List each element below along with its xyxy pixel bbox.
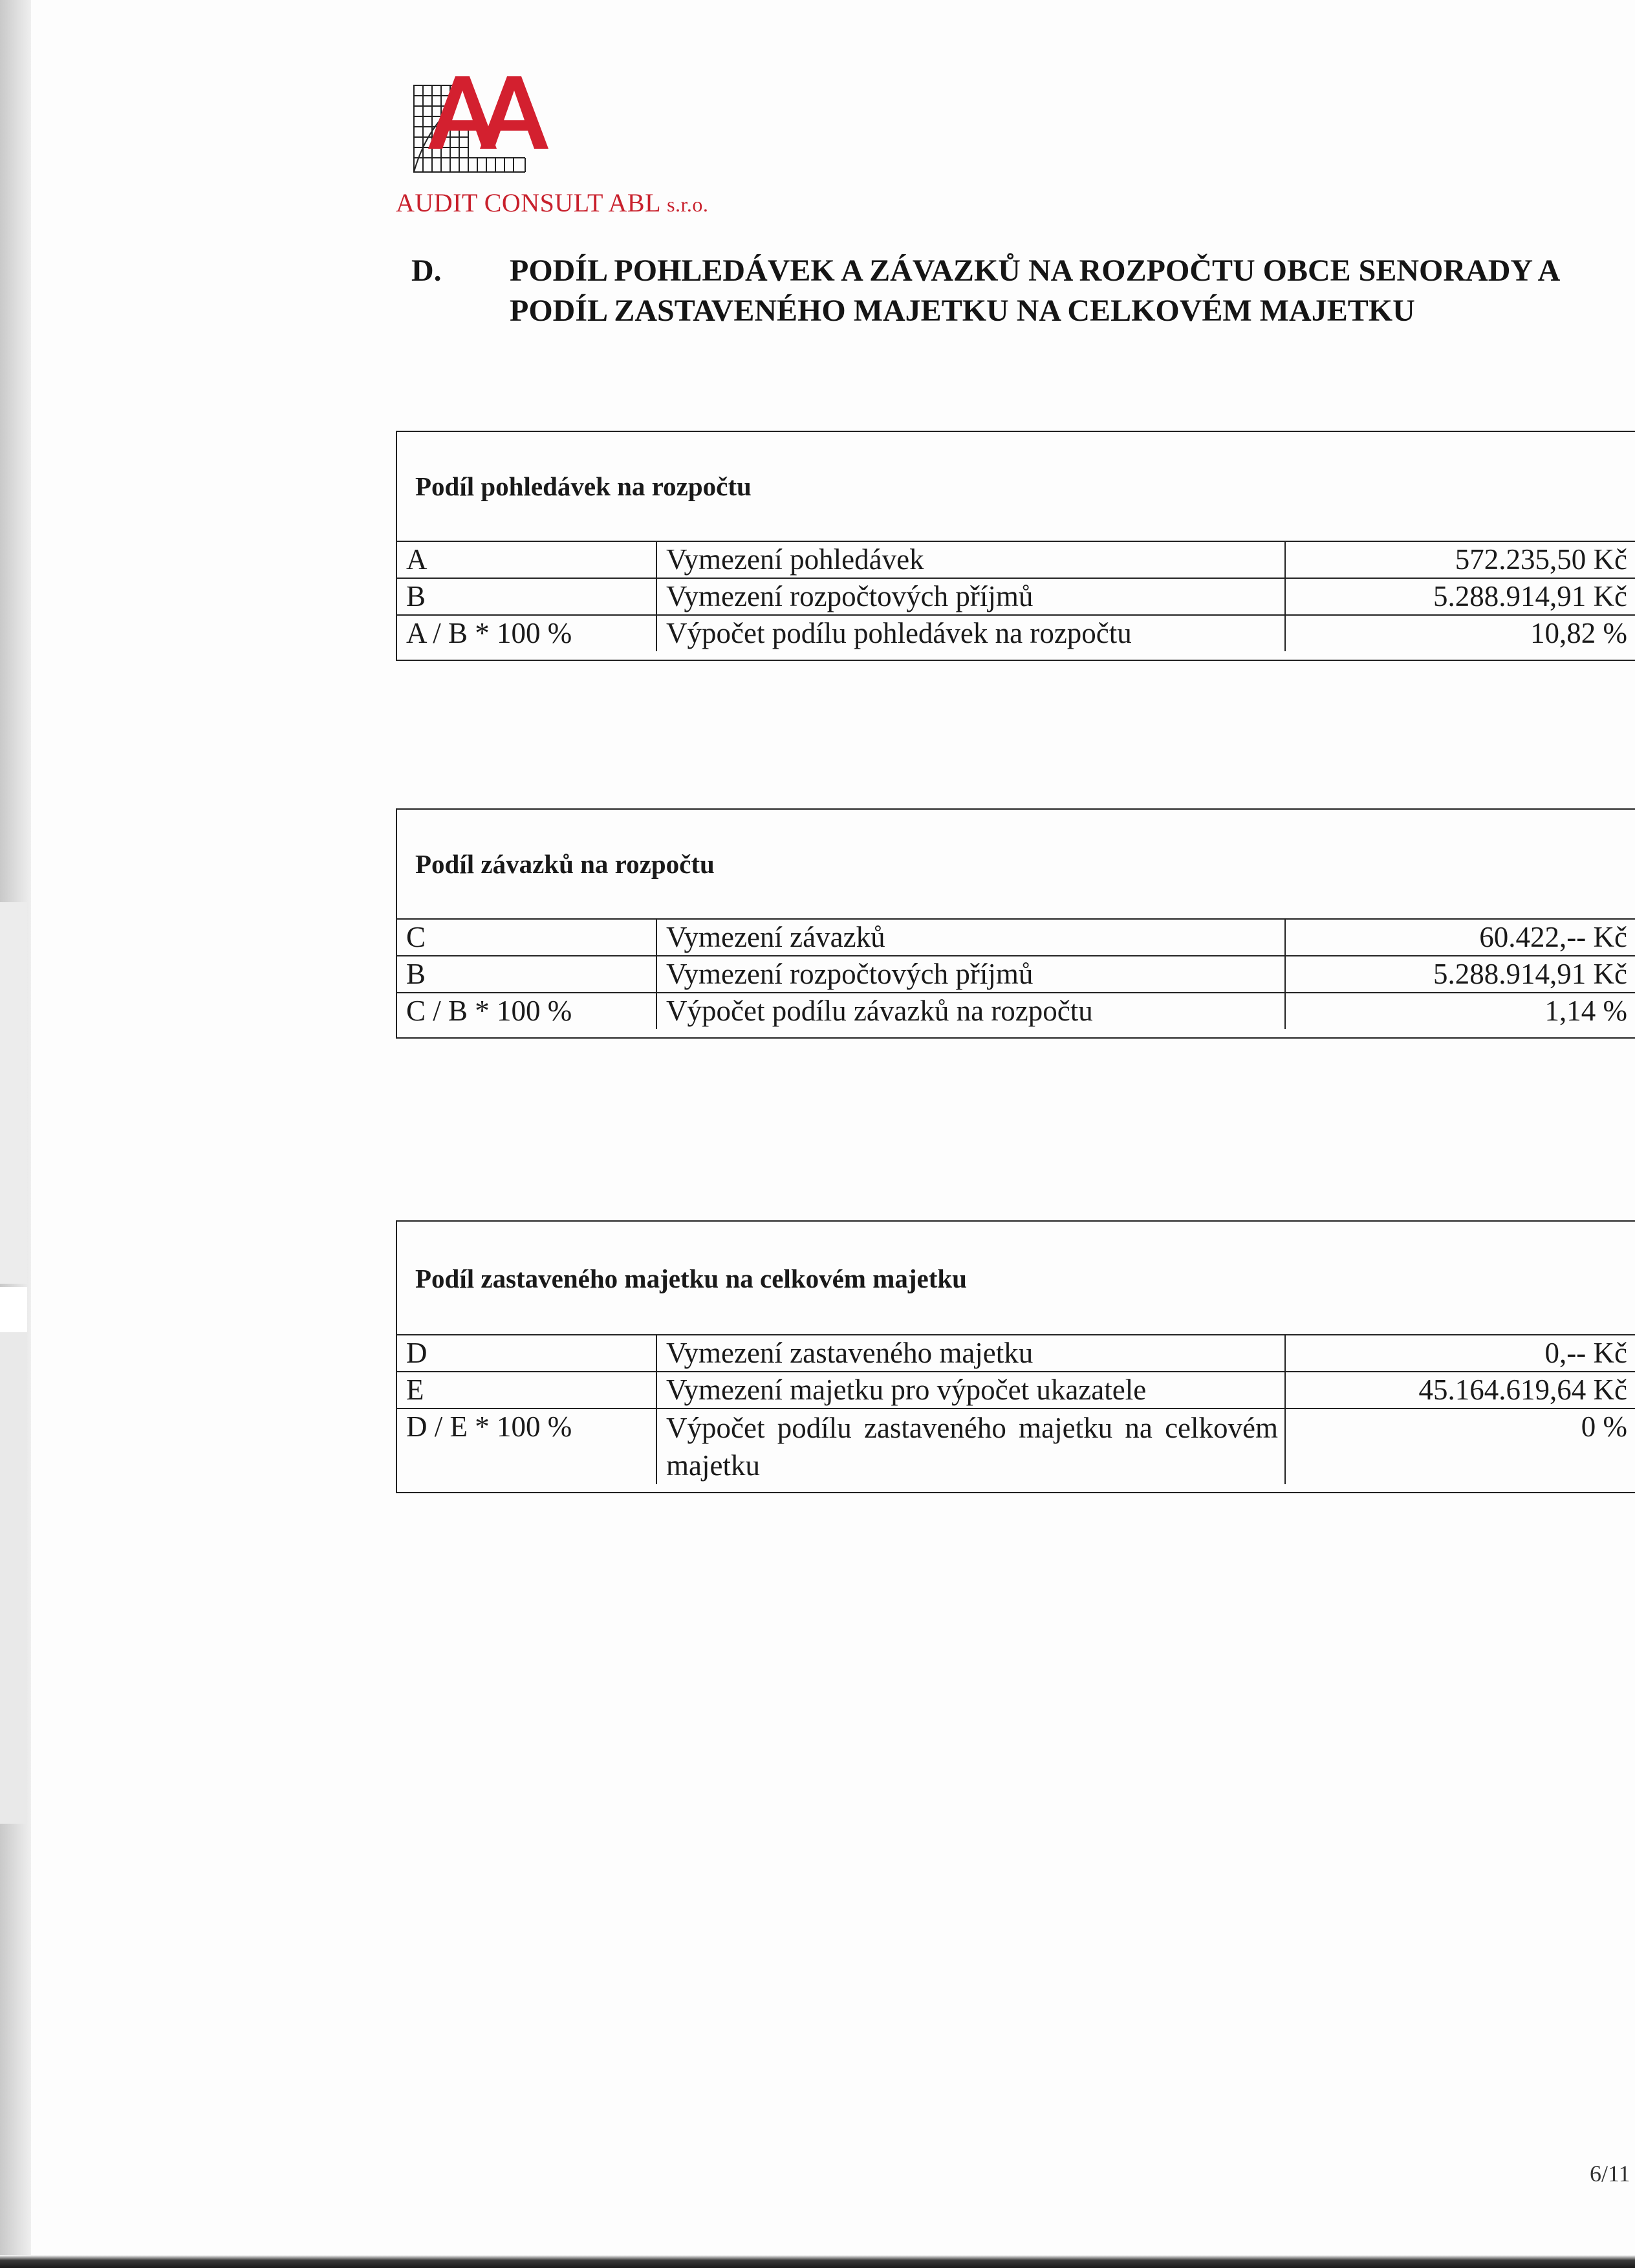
table-title: Podíl zastaveného majetku na celkovém majetku (397, 1222, 1635, 1335)
row-value: 5.288.914,91 Kč (1285, 956, 1635, 993)
row-code: E (397, 1372, 656, 1409)
row-code: C / B * 100 % (397, 993, 656, 1029)
row-value: 0 % (1581, 1410, 1627, 1443)
section-letter: D. (411, 254, 442, 288)
row-description: Vymezení majetku pro výpočet ukazatele (656, 1372, 1285, 1409)
table-row (397, 1335, 1635, 1372)
scan-artifact (0, 902, 27, 1284)
row-value: 0,-- Kč (1285, 1335, 1635, 1372)
row-description: Vymezení rozpočtových příjmů (656, 956, 1285, 993)
row-value: 10,82 % (1530, 617, 1627, 649)
row-code: C (397, 920, 656, 956)
table-title: Podíl pohledávek na rozpočtu (397, 432, 1635, 542)
pledged-assets-table (396, 1220, 1635, 1493)
company-suffix: s.r.o. (667, 193, 709, 216)
row-code: B (397, 578, 656, 615)
liabilities-table (396, 808, 1635, 1039)
row-description: Výpočet podílu pohledávek na rozpočtu (656, 615, 1285, 651)
section-title (510, 251, 1560, 331)
row-value: 5.288.914,91 Kč (1285, 578, 1635, 615)
row-code: B (397, 956, 656, 993)
row-description: Výpočet podílu závazků na rozpočtu (656, 993, 1285, 1029)
row-code: A (397, 542, 656, 578)
row-description: Výpočet podílu zastaveného majetku na celkovém majetku (656, 1409, 1285, 1484)
company-name-text: AUDIT CONSULT ABL (396, 188, 660, 217)
table-row (397, 1372, 1635, 1409)
table-row (397, 1409, 1635, 1484)
table-row (397, 615, 1635, 651)
company-name (396, 188, 708, 218)
row-value: 1,14 % (1544, 995, 1627, 1027)
section-title-line-2: PODÍL ZASTAVENÉHO MAJETKU NA CELKOVÉM MAJETKU (510, 294, 1415, 328)
row-code: D (397, 1335, 656, 1372)
scan-left-edge (0, 0, 31, 2268)
receivables-table (396, 431, 1635, 661)
row-value: 572.235,50 Kč (1285, 542, 1635, 578)
row-description: Vymezení pohledávek (656, 542, 1285, 578)
scan-bottom-edge (0, 2255, 1635, 2268)
scan-artifact (0, 1332, 27, 1824)
row-code: A / B * 100 % (397, 615, 656, 651)
table-body (397, 1335, 1635, 1484)
row-description: Vymezení rozpočtových příjmů (656, 578, 1285, 615)
table-row (397, 578, 1635, 615)
table-row (397, 993, 1635, 1029)
page-number: 6/11 (1590, 2161, 1630, 2187)
company-logo-icon (402, 76, 558, 186)
table-row (397, 956, 1635, 993)
table-body (397, 542, 1635, 651)
row-value: 45.164.619,64 Kč (1285, 1372, 1635, 1409)
logo-letters (428, 76, 548, 149)
table-row (397, 920, 1635, 956)
row-description: Vymezení zastaveného majetku (656, 1335, 1285, 1372)
table-row (397, 542, 1635, 578)
table-body (397, 920, 1635, 1029)
row-description: Vymezení závazků (656, 920, 1285, 956)
row-code: D / E * 100 % (397, 1409, 656, 1484)
section-title-line-1: PODÍL POHLEDÁVEK A ZÁVAZKŮ NA ROZPOČTU OBCE SENORADY A (510, 254, 1561, 288)
table-title: Podíl závazků na rozpočtu (397, 810, 1635, 920)
row-value: 60.422,-- Kč (1285, 920, 1635, 956)
scan-artifact (0, 1287, 27, 1332)
